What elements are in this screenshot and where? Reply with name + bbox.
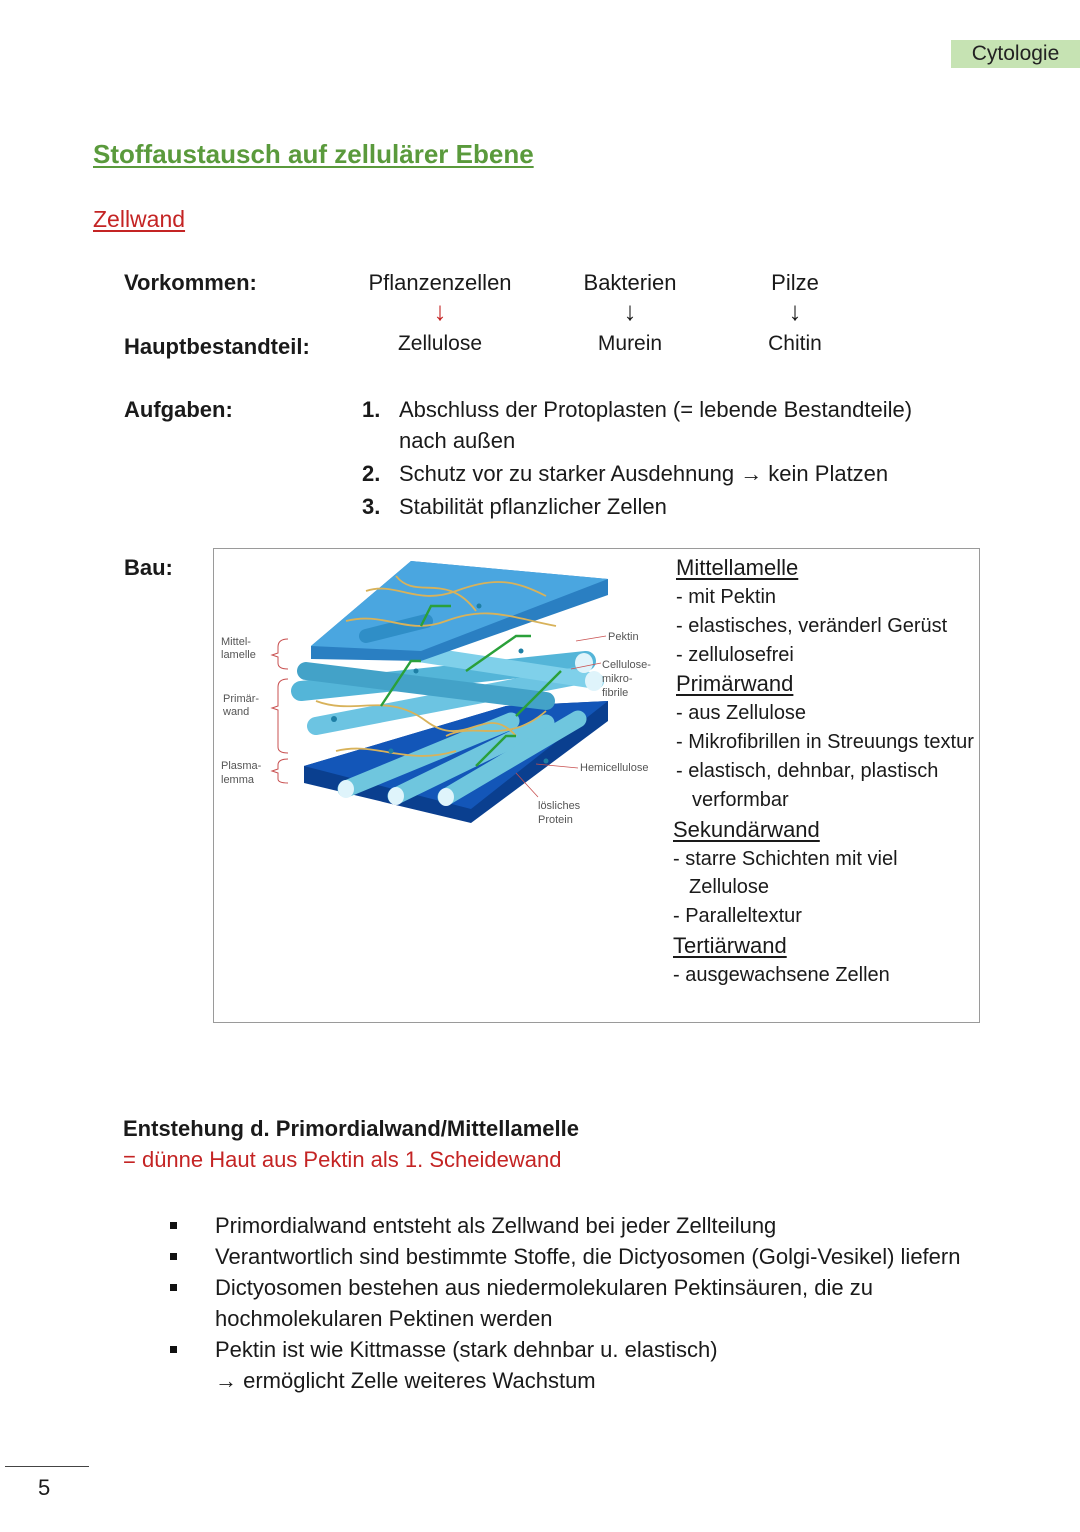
diagram-label: Primär- bbox=[223, 693, 260, 705]
occurrence-bacteria bbox=[560, 270, 700, 356]
heading-mittellamelle: Mittellamelle bbox=[676, 555, 799, 580]
diagram-label: lösliches bbox=[538, 800, 581, 812]
cell-wall-diagram bbox=[216, 551, 676, 851]
list-item: - zellulosefrei bbox=[676, 643, 794, 666]
task-text bbox=[399, 394, 912, 456]
task-number: 2. bbox=[362, 461, 381, 486]
list-item bbox=[170, 1241, 990, 1272]
material-label: Murein bbox=[597, 332, 663, 355]
diagram-label: Hemicellulose bbox=[580, 762, 649, 774]
section-heading-primordialwand: Entstehung d. Primordialwand/Mittellamelle bbox=[123, 1116, 579, 1141]
task-number: 3. bbox=[362, 494, 381, 519]
list-item: - elastisches, veränderl Gerüst bbox=[676, 614, 948, 637]
task-item bbox=[362, 491, 1002, 522]
label-hauptbestandteil: Hauptbestandteil: bbox=[124, 334, 310, 359]
heading-primaerwand: Primärwand bbox=[676, 671, 794, 697]
bullet-text: Pektin ist wie Kittmasse (stark dehnbar u. elastisch) bbox=[215, 1337, 718, 1362]
occurrence-fungi bbox=[735, 270, 855, 356]
diagram-label: Cellulose- bbox=[602, 659, 651, 671]
list-item: - ausgewachsene Zellen bbox=[673, 963, 890, 986]
diagram-label: Protein bbox=[538, 814, 573, 826]
bullet-square-icon bbox=[170, 1284, 177, 1291]
task-line: Abschluss der Protoplasten (= lebende Bestandteile) bbox=[399, 397, 913, 422]
arrow-down-icon: ↓ bbox=[788, 296, 802, 326]
bullet-square-icon bbox=[170, 1222, 177, 1229]
list-item: - starre Schichten mit viel Zellulose bbox=[673, 847, 898, 899]
footer-divider bbox=[5, 1466, 89, 1467]
diagram-label: Plasma- bbox=[221, 760, 262, 772]
list-item bbox=[170, 1272, 990, 1334]
page-number: 5 bbox=[38, 1475, 51, 1500]
list-item: - aus Zellulose bbox=[676, 702, 807, 725]
list-item: - Mikrofibrillen in Streuungs textur bbox=[676, 731, 974, 754]
diagram-label: Mittel- bbox=[221, 636, 251, 648]
bullet-square-icon bbox=[170, 1346, 177, 1353]
organism-label: Pflanzenzellen bbox=[368, 270, 512, 295]
diagram-label: mikro- bbox=[602, 673, 633, 685]
structure-descriptions bbox=[673, 553, 976, 990]
page-title: Stoffaustausch auf zellulärer Ebene bbox=[93, 139, 534, 169]
label-vorkommen: Vorkommen: bbox=[124, 270, 257, 295]
bullet-text: Dictyosomen bestehen aus niedermolekularen Pektinsäuren, die zu hochmolekularen Pektinen werden bbox=[215, 1275, 873, 1331]
list-item bbox=[170, 1334, 990, 1396]
bullet-list bbox=[170, 1210, 990, 1396]
heading-tertiaerwand: Tertiärwand bbox=[673, 932, 787, 958]
task-item bbox=[362, 458, 1002, 489]
tasks-list bbox=[362, 394, 1002, 524]
diagram-label: Pektin bbox=[608, 631, 639, 643]
topic-tag: Cytologie bbox=[951, 40, 1080, 68]
organism-label: Pilze bbox=[771, 270, 819, 295]
bullet-square-icon bbox=[170, 1253, 177, 1260]
arrow-down-icon: ↓ bbox=[433, 296, 447, 326]
material-label: Zellulose bbox=[397, 332, 483, 355]
bullet-subtext: → ermöglicht Zelle weiteres Wachstum bbox=[215, 1368, 596, 1393]
task-line: nach außen bbox=[399, 428, 516, 453]
task-number: 1. bbox=[362, 397, 381, 422]
material-label: Chitin bbox=[768, 332, 822, 355]
bullet-text: Primordialwand entsteht als Zellwand bei jeder Zellteilung bbox=[215, 1213, 777, 1238]
diagram-label: wand bbox=[223, 706, 250, 718]
diagram-label: lamelle bbox=[221, 649, 256, 661]
list-item bbox=[170, 1210, 990, 1241]
diagram-label: lemma bbox=[221, 774, 255, 786]
structure-box bbox=[213, 548, 980, 1023]
task-text: Schutz vor zu starker Ausdehnung → kein Platzen bbox=[399, 461, 889, 486]
bullet-text: Verantwortlich sind bestimmte Stoffe, die Dictyosomen (Golgi-Vesikel) liefern bbox=[215, 1244, 961, 1269]
list-item: - elastisch, dehnbar, plastisch verformbar bbox=[676, 759, 939, 811]
organism-label: Bakterien bbox=[583, 270, 677, 295]
occurrence-plants bbox=[350, 270, 530, 356]
left-labels bbox=[221, 636, 262, 786]
list-item: - mit Pektin bbox=[676, 586, 777, 608]
heading-sekundaerwand: Sekundärwand bbox=[673, 816, 820, 842]
section-title-zellwand: Zellwand bbox=[93, 206, 186, 232]
section-subheading: = dünne Haut aus Pektin als 1. Scheidewand bbox=[123, 1147, 562, 1172]
label-bau: Bau: bbox=[124, 555, 173, 580]
list-item: - Paralleltextur bbox=[673, 905, 802, 928]
task-item bbox=[362, 394, 1002, 456]
layer-brackets bbox=[272, 639, 288, 783]
diagram-label: fibrile bbox=[602, 687, 629, 699]
arrow-down-icon: ↓ bbox=[623, 296, 637, 326]
task-text: Stabilität pflanzlicher Zellen bbox=[399, 494, 667, 519]
label-aufgaben: Aufgaben: bbox=[124, 397, 233, 422]
